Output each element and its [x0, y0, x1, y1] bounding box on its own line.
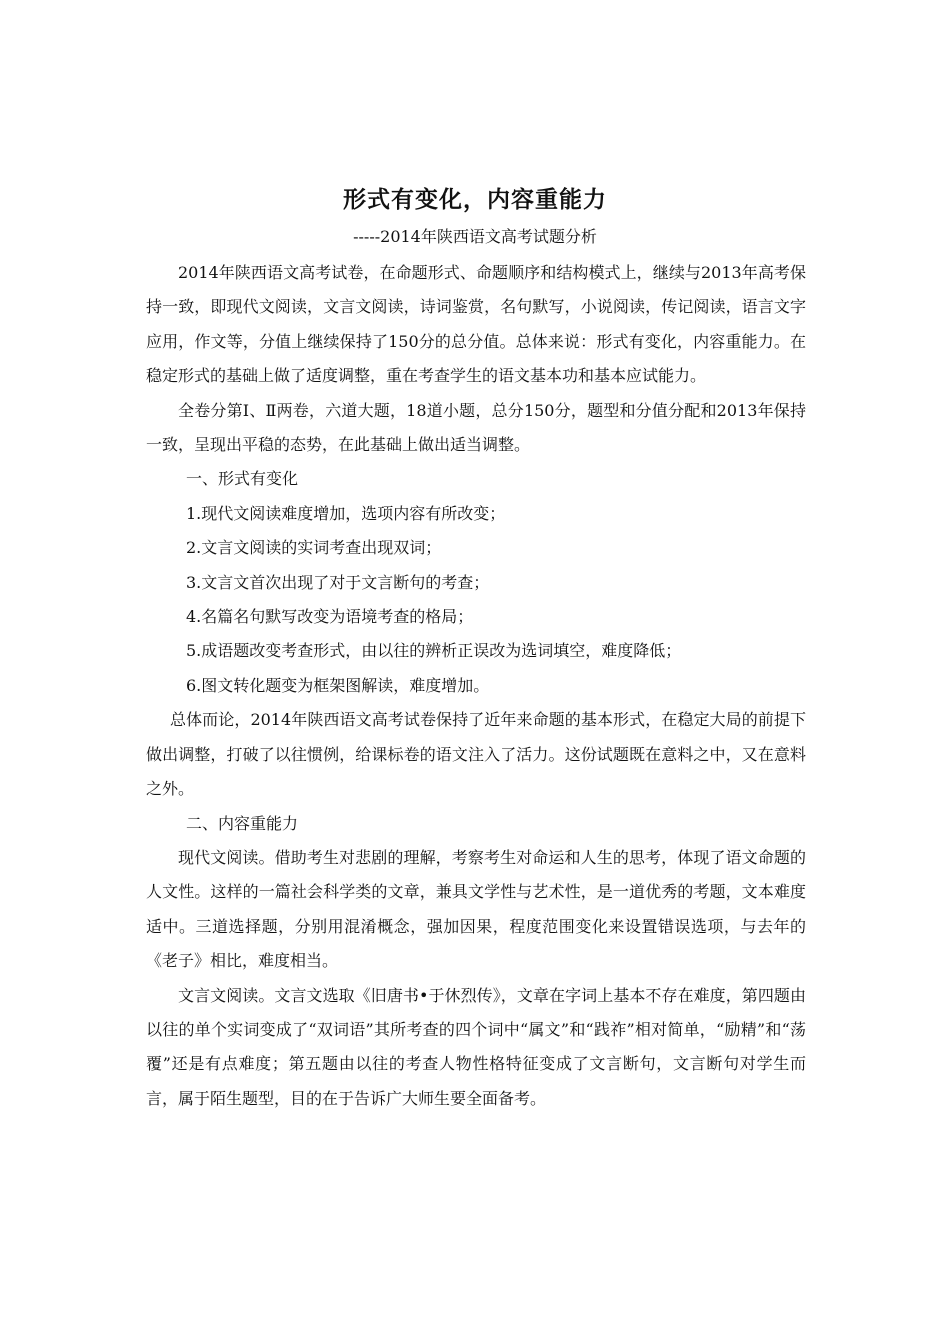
document-body	[146, 256, 806, 1116]
list-item: 5.成语题改变考查形式，由以往的辨析正误改为选词填空，难度降低；	[186, 641, 682, 661]
paragraph-intro: 2014年陕西语文高考试卷，在命题形式、命题顺序和结构模式上，继续与2013年高考保持一致，即现代文阅读，文言文阅读，诗词鉴赏，名句默写，小说阅读，传记阅读，语言文字应用，作文等，分值上继续保持了150分的总分值。总体来说：形式有变化，内容重能力。在稳定形式的基础上做了适度调整，重在考查学生的语文基本功和基本应试能力。	[146, 263, 806, 386]
paragraph-structure: 全卷分第Ⅰ、Ⅱ两卷，六道大题，18道小题，总分150分，题型和分值分配和2013年保持一致，呈现出平稳的态势，在此基础上做出适当调整。	[146, 400, 806, 455]
list-item: 4.名篇名句默写改变为语境考查的格局；	[186, 607, 474, 627]
paragraph-classical-reading: 文言文阅读。文言文选取《旧唐书•于休烈传》，文章在字词上基本不存在难度，第四题由以往的单个实词变成了“双词语”其所考查的四个词中“属文”和“践祚”相对简单，“励精”和“荡覆”还是有点难度；第五题由以往的考查人物性格特征变成了文言断句，文言断句对学生而言，属于陌生题型，目的在于告诉广大师生要全面备考。	[146, 985, 806, 1108]
section-heading-form: 一、形式有变化	[186, 469, 299, 489]
list-item: 2.文言文阅读的实词考查出现双词；	[186, 538, 442, 558]
section-heading-content: 二、内容重能力	[186, 813, 299, 833]
list-item: 3.文言文首次出现了对于文言断句的考查；	[186, 572, 490, 592]
paragraph-modern-reading: 现代文阅读。借助考生对悲剧的理解，考察考生对命运和人生的思考，体现了语文命题的人文性。这样的一篇社会科学类的文章，兼具文学性与艺术性，是一道优秀的考题，文本难度适中。三道选择题，分别用混淆概念，强加因果，程度范围变化来设置错误选项，与去年的《老子》相比，难度相当。	[146, 847, 806, 971]
list-item: 1.现代文阅读难度增加，选项内容有所改变；	[186, 503, 506, 523]
document-subtitle: -----2014年陕西语文高考试题分析	[353, 227, 597, 246]
document-title: 形式有变化，内容重能力	[343, 187, 607, 213]
list-item: 6.图文转化题变为框架图解读，难度增加。	[186, 675, 490, 695]
paragraph-summary: 总体而论，2014年陕西语文高考试卷保持了近年来命题的基本形式，在稳定大局的前提下做出调整，打破了以往惯例，给课标卷的语文注入了活力。这份试题既在意料之中，又在意料之外。	[146, 710, 806, 799]
